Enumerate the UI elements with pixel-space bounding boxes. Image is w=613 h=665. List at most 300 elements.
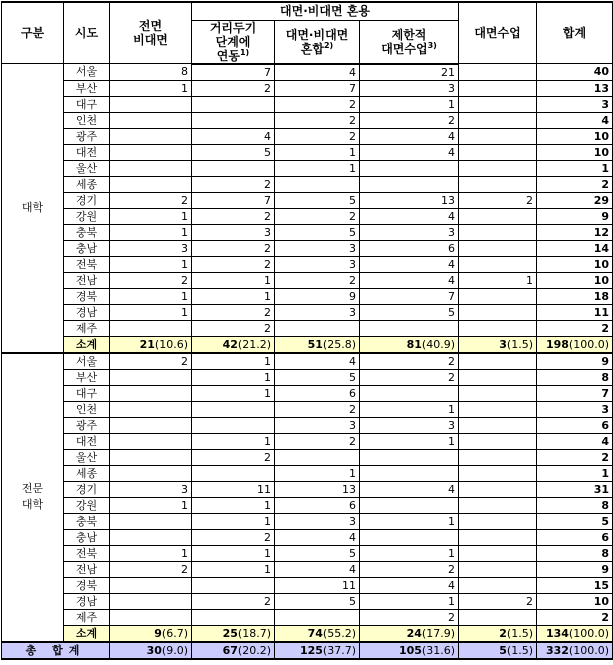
value-cell: 3 [275, 417, 360, 433]
region-cell: 경남 [64, 304, 110, 320]
value-cell: 3 [275, 256, 360, 272]
subtotal-count: 24 [406, 626, 422, 640]
value-cell: 2 [192, 208, 275, 224]
region-cell: 인천 [64, 112, 110, 128]
subtotal-row [2, 336, 613, 353]
value-cell: 2 [110, 272, 192, 288]
section-label-cell [2, 353, 64, 642]
total-cell: 10 [537, 272, 613, 288]
subtotal-percent: (17.9) [421, 626, 455, 640]
value-cell: 2 [192, 449, 275, 465]
value-cell: 5 [275, 369, 360, 385]
value-cell: 1 [110, 208, 192, 224]
grand-total-percent: (31.6) [421, 643, 455, 657]
value-cell: 3 [360, 417, 459, 433]
value-cell [110, 609, 192, 625]
grand-total-count: 30 [146, 643, 162, 657]
table-row [2, 176, 613, 192]
value-cell [360, 465, 459, 481]
table-row [2, 304, 613, 320]
total-cell: 31 [537, 481, 613, 497]
value-cell [459, 208, 537, 224]
table-row [2, 417, 613, 433]
value-cell: 2 [275, 128, 360, 144]
subtotal-percent: (100.0) [568, 337, 609, 351]
subtotal-percent: (1.5) [506, 337, 533, 351]
total-cell: 15 [537, 577, 613, 593]
region-cell: 대구 [64, 96, 110, 112]
value-cell: 3 [110, 240, 192, 256]
value-cell [459, 224, 537, 240]
subtotal-percent: (100.0) [568, 626, 609, 640]
value-cell [192, 609, 275, 625]
value-cell: 1 [459, 272, 537, 288]
total-cell: 4 [537, 112, 613, 128]
header-limited: 제한적 대면수업$^{3)}$ [360, 20, 459, 64]
value-cell [459, 481, 537, 497]
table-row [2, 529, 613, 545]
header-mixed: 대면·비대면 혼합$^{2)}$ [275, 20, 360, 64]
value-cell: 2 [360, 112, 459, 128]
value-cell [110, 144, 192, 160]
grand-total-cell [360, 642, 459, 659]
total-cell: 1 [537, 160, 613, 176]
value-cell: 1 [110, 545, 192, 561]
value-cell: 4 [360, 208, 459, 224]
value-cell: 2 [110, 561, 192, 577]
value-cell [192, 96, 275, 112]
table-row [2, 224, 613, 240]
subtotal-cell [110, 336, 192, 353]
table-row [2, 128, 613, 144]
value-cell: 2 [459, 593, 537, 609]
value-cell [459, 176, 537, 192]
value-cell [459, 433, 537, 449]
total-cell: 4 [537, 433, 613, 449]
value-cell: 1 [110, 288, 192, 304]
region-cell: 전남 [64, 561, 110, 577]
value-cell: 1 [110, 497, 192, 513]
total-cell: 2 [537, 320, 613, 336]
value-cell: 3 [275, 304, 360, 320]
value-cell [459, 465, 537, 481]
region-cell: 울산 [64, 449, 110, 465]
value-cell: 2 [192, 176, 275, 192]
value-cell [275, 176, 360, 192]
table-row [2, 256, 613, 272]
value-cell: 4 [360, 272, 459, 288]
table-row [2, 545, 613, 561]
region-cell: 광주 [64, 128, 110, 144]
total-cell: 10 [537, 593, 613, 609]
value-cell: 2 [360, 369, 459, 385]
value-cell [459, 369, 537, 385]
value-cell: 7 [192, 192, 275, 208]
value-cell: 1 [192, 433, 275, 449]
value-cell: 4 [275, 353, 360, 370]
value-cell: 2 [275, 112, 360, 128]
value-cell [110, 112, 192, 128]
table-row [2, 144, 613, 160]
value-cell [459, 96, 537, 112]
value-cell: 1 [110, 304, 192, 320]
value-cell [459, 304, 537, 320]
region-cell: 세종 [64, 176, 110, 192]
value-cell [360, 176, 459, 192]
value-cell: 4 [360, 481, 459, 497]
subtotal-percent: (55.2) [322, 626, 356, 640]
value-cell: 5 [275, 192, 360, 208]
value-cell: 7 [192, 64, 275, 81]
subtotal-count: 9 [154, 626, 162, 640]
grand-total-percent: (37.7) [322, 643, 356, 657]
value-cell [192, 465, 275, 481]
value-cell [459, 160, 537, 176]
subtotal-count: 198 [545, 337, 569, 351]
value-cell [360, 449, 459, 465]
value-cell: 3 [110, 481, 192, 497]
table-row [2, 369, 613, 385]
total-cell: 8 [537, 369, 613, 385]
value-cell [459, 449, 537, 465]
region-cell: 강원 [64, 208, 110, 224]
total-cell: 5 [537, 513, 613, 529]
total-cell: 6 [537, 417, 613, 433]
value-cell [110, 529, 192, 545]
region-cell: 전북 [64, 545, 110, 561]
value-cell: 13 [360, 192, 459, 208]
value-cell: 4 [275, 561, 360, 577]
value-cell [110, 160, 192, 176]
total-cell: 3 [537, 401, 613, 417]
value-cell: 2 [192, 256, 275, 272]
value-cell: 1 [360, 433, 459, 449]
value-cell: 2 [275, 272, 360, 288]
value-cell [459, 513, 537, 529]
value-cell [360, 160, 459, 176]
value-cell: 5 [275, 593, 360, 609]
value-cell: 11 [275, 577, 360, 593]
value-cell: 3 [360, 224, 459, 240]
value-cell: 1 [360, 401, 459, 417]
value-cell: 5 [275, 224, 360, 240]
value-cell: 2 [110, 353, 192, 370]
subtotal-count: 81 [406, 337, 422, 351]
value-cell: 1 [192, 513, 275, 529]
total-cell: 13 [537, 80, 613, 96]
value-cell: 2 [192, 240, 275, 256]
subtotal-percent: (10.6) [154, 337, 188, 351]
total-cell: 8 [537, 497, 613, 513]
total-cell: 10 [537, 144, 613, 160]
value-cell [459, 529, 537, 545]
table-row [2, 385, 613, 401]
value-cell: 2 [275, 208, 360, 224]
value-cell [192, 401, 275, 417]
region-cell: 서울 [64, 353, 110, 370]
total-cell: 7 [537, 385, 613, 401]
subtotal-percent: (6.7) [161, 626, 188, 640]
value-cell: 2 [275, 401, 360, 417]
subtotal-cell [275, 625, 360, 642]
header-category: 구분 [2, 2, 64, 64]
value-cell [459, 128, 537, 144]
table-row [2, 353, 613, 370]
value-cell [459, 577, 537, 593]
table-row [2, 160, 613, 176]
table-row [2, 561, 613, 577]
value-cell: 6 [275, 497, 360, 513]
value-cell [459, 497, 537, 513]
total-cell: 11 [537, 304, 613, 320]
grand-total-percent: (100.0) [568, 643, 609, 657]
grand-total-count: 67 [222, 643, 238, 657]
header-distancing-linked: 거리두기 단계에 연동$^{1)}$ [192, 20, 275, 64]
region-cell: 세종 [64, 465, 110, 481]
table-row [2, 433, 613, 449]
grand-total-percent: (20.2) [237, 643, 271, 657]
value-cell: 2 [110, 192, 192, 208]
total-cell: 29 [537, 192, 613, 208]
region-cell: 경남 [64, 593, 110, 609]
value-cell [110, 513, 192, 529]
grand-total-percent: (1.5) [506, 643, 533, 657]
region-cell: 경북 [64, 577, 110, 593]
value-cell [110, 128, 192, 144]
value-cell [459, 256, 537, 272]
value-cell: 7 [360, 288, 459, 304]
value-cell [459, 288, 537, 304]
value-cell [459, 401, 537, 417]
value-cell: 2 [360, 353, 459, 370]
value-cell [192, 160, 275, 176]
table-row [2, 593, 613, 609]
region-cell: 부산 [64, 369, 110, 385]
table-row [2, 288, 613, 304]
table-row [2, 208, 613, 224]
section-label-cell [2, 64, 64, 353]
region-cell: 부산 [64, 80, 110, 96]
grand-total-cell [192, 642, 275, 659]
value-cell [459, 64, 537, 81]
total-cell: 10 [537, 256, 613, 272]
value-cell [459, 609, 537, 625]
region-cell: 경북 [64, 288, 110, 304]
header-mixed-group: 대면·비대면 혼용 [192, 2, 459, 20]
value-cell: 4 [275, 64, 360, 81]
value-cell [110, 176, 192, 192]
table-row [2, 609, 613, 625]
grand-total-label: 총 합계 [2, 642, 110, 659]
region-cell: 경기 [64, 481, 110, 497]
value-cell: 13 [275, 481, 360, 497]
subtotal-cell [110, 625, 192, 642]
value-cell: 1 [110, 256, 192, 272]
value-cell: 3 [192, 224, 275, 240]
subtotal-percent: (18.7) [237, 626, 271, 640]
subtotal-cell [537, 336, 613, 353]
value-cell [192, 112, 275, 128]
total-cell: 10 [537, 128, 613, 144]
value-cell [110, 593, 192, 609]
value-cell [110, 385, 192, 401]
value-cell: 2 [275, 96, 360, 112]
table-row [2, 513, 613, 529]
total-cell: 9 [537, 208, 613, 224]
grand-total-count: 105 [398, 643, 422, 657]
total-cell: 14 [537, 240, 613, 256]
value-cell: 1 [192, 561, 275, 577]
subtotal-count: 2 [499, 626, 507, 640]
value-cell: 8 [110, 64, 192, 81]
value-cell: 1 [192, 288, 275, 304]
subtotal-percent: (25.8) [322, 337, 356, 351]
value-cell [360, 497, 459, 513]
subtotal-count: 74 [307, 626, 323, 640]
total-cell: 40 [537, 64, 613, 81]
table-row [2, 64, 613, 81]
value-cell [110, 465, 192, 481]
subtotal-count: 3 [499, 337, 507, 351]
value-cell: 3 [360, 80, 459, 96]
value-cell: 3 [275, 513, 360, 529]
subtotal-cell [360, 625, 459, 642]
table-row [2, 112, 613, 128]
grand-total-row [2, 642, 613, 659]
value-cell: 2 [192, 593, 275, 609]
region-cell: 인천 [64, 401, 110, 417]
header-in-person: 대면수업 [459, 2, 537, 64]
region-cell: 강원 [64, 497, 110, 513]
value-cell [459, 545, 537, 561]
value-cell [192, 417, 275, 433]
value-cell [459, 320, 537, 336]
value-cell: 5 [275, 545, 360, 561]
subtotal-cell [537, 625, 613, 642]
subtotal-percent: (21.2) [237, 337, 271, 351]
region-cell: 제주 [64, 320, 110, 336]
value-cell: 1 [275, 465, 360, 481]
region-cell: 대전 [64, 144, 110, 160]
value-cell [110, 417, 192, 433]
region-cell: 제주 [64, 609, 110, 625]
subtotal-count: 25 [222, 626, 238, 640]
subtotal-cell [459, 336, 537, 353]
subtotal-count: 51 [307, 337, 323, 351]
value-cell: 5 [192, 144, 275, 160]
grand-total-cell [537, 642, 613, 659]
value-cell: 21 [360, 64, 459, 81]
online-class-status-table [1, 1, 613, 660]
subtotal-cell [275, 336, 360, 353]
region-cell: 대전 [64, 433, 110, 449]
region-cell: 울산 [64, 160, 110, 176]
value-cell [110, 401, 192, 417]
subtotal-cell [192, 336, 275, 353]
value-cell [360, 320, 459, 336]
value-cell [459, 144, 537, 160]
value-cell: 1 [360, 96, 459, 112]
total-cell: 9 [537, 353, 613, 370]
grand-total-count: 332 [545, 643, 569, 657]
subtotal-label: 소계 [64, 625, 110, 642]
value-cell: 2 [192, 529, 275, 545]
table-row [2, 401, 613, 417]
value-cell: 1 [192, 272, 275, 288]
table-row [2, 240, 613, 256]
value-cell: 1 [360, 545, 459, 561]
value-cell: 4 [360, 577, 459, 593]
value-cell: 2 [192, 320, 275, 336]
value-cell: 1 [192, 353, 275, 370]
region-cell: 전북 [64, 256, 110, 272]
value-cell [110, 449, 192, 465]
value-cell: 4 [360, 256, 459, 272]
table-row [2, 497, 613, 513]
header-region: 시도 [64, 2, 110, 64]
header-total: 합계 [537, 2, 613, 64]
value-cell: 1 [192, 385, 275, 401]
grand-total-count: 5 [499, 643, 507, 657]
region-cell: 충북 [64, 224, 110, 240]
table-row [2, 192, 613, 208]
subtotal-row [2, 625, 613, 642]
table-row [2, 481, 613, 497]
value-cell: 2 [192, 80, 275, 96]
value-cell [110, 433, 192, 449]
region-cell: 경기 [64, 192, 110, 208]
table-row [2, 577, 613, 593]
table-row [2, 80, 613, 96]
value-cell [360, 385, 459, 401]
value-cell: 9 [275, 288, 360, 304]
total-cell: 2 [537, 176, 613, 192]
value-cell [459, 112, 537, 128]
value-cell: 4 [275, 529, 360, 545]
value-cell: 1 [360, 513, 459, 529]
value-cell: 1 [192, 497, 275, 513]
total-cell: 8 [537, 545, 613, 561]
subtotal-cell [360, 336, 459, 353]
grand-total-cell [275, 642, 360, 659]
value-cell: 1 [192, 545, 275, 561]
table-row [2, 96, 613, 112]
region-cell: 광주 [64, 417, 110, 433]
value-cell [360, 529, 459, 545]
table-row [2, 320, 613, 336]
region-cell: 대구 [64, 385, 110, 401]
value-cell [275, 320, 360, 336]
value-cell: 6 [275, 385, 360, 401]
section-label: 전문대학 [21, 482, 44, 511]
grand-total-cell [459, 642, 537, 659]
value-cell: 1 [275, 144, 360, 160]
value-cell [459, 561, 537, 577]
value-cell [275, 449, 360, 465]
value-cell: 2 [360, 561, 459, 577]
value-cell: 1 [275, 160, 360, 176]
region-cell: 전남 [64, 272, 110, 288]
subtotal-count: 134 [545, 626, 569, 640]
total-cell: 12 [537, 224, 613, 240]
value-cell [110, 369, 192, 385]
value-cell: 2 [459, 192, 537, 208]
subtotal-cell [192, 625, 275, 642]
value-cell [459, 417, 537, 433]
value-cell: 3 [275, 240, 360, 256]
value-cell [110, 577, 192, 593]
section-label: 대학 [21, 200, 44, 214]
